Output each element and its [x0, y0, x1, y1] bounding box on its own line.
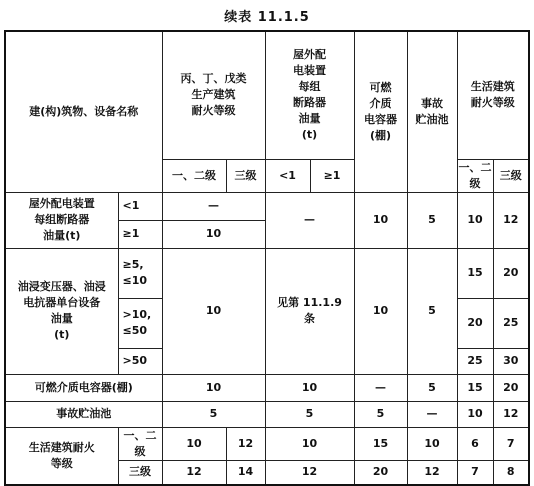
cell-outdoor-lt1-bd: — [162, 192, 265, 220]
header-name-col: 建(构)筑物、设备名称 [5, 31, 162, 192]
cell-oilpool-bd: 5 [162, 401, 265, 427]
cell-living-a-l12: 6 [457, 427, 493, 460]
cell-living-b-oilpool: 12 [407, 460, 457, 485]
cell-capacitor-outdoor: 10 [265, 374, 354, 401]
cell-living-b-bd3: 14 [226, 460, 265, 485]
cell-transformer-bd: 10 [162, 248, 265, 374]
cell-living-b-flammable: 20 [354, 460, 407, 485]
cell-transformer-r2-l12: 20 [457, 298, 493, 348]
cell-living-a-bd12: 10 [162, 427, 226, 460]
cell-oilpool-l3: 12 [493, 401, 529, 427]
row-outdoor-lt1-label: <1 [118, 192, 162, 220]
cell-transformer-r3-l12: 25 [457, 348, 493, 374]
cell-capacitor-flammable: — [354, 374, 407, 401]
cell-outdoor-outdoor: — [265, 192, 354, 248]
header-outdoor-breaker: 屋外配 电装置 每组 断路器 油量 (t) [265, 31, 354, 159]
cell-living-b-l3: 8 [493, 460, 529, 485]
cell-oilpool-l12: 10 [457, 401, 493, 427]
cell-transformer-outdoor: 见第 11.1.9 条 [265, 248, 354, 374]
table-caption: 续表 11.1.5 [224, 10, 310, 25]
row-transformer-r1-label: ≥5, ≤10 [118, 248, 162, 298]
cell-living-a-bd3: 12 [226, 427, 265, 460]
cell-living-a-oilpool: 10 [407, 427, 457, 460]
cell-living-a-l3: 7 [493, 427, 529, 460]
cell-transformer-oilpool: 5 [407, 248, 457, 374]
cell-living-b-l12: 7 [457, 460, 493, 485]
row-transformer-r2-label: >10, ≤50 [118, 298, 162, 348]
cell-oilpool-outdoor: 5 [265, 401, 354, 427]
header-sub-living-3: 三级 [493, 159, 529, 192]
cell-outdoor-flammable: 10 [354, 192, 407, 248]
cell-capacitor-l3: 20 [493, 374, 529, 401]
header-flammable-capacitor: 可燃 介质 电容器 (棚) [354, 31, 407, 192]
row-capacitor-name: 可燃介质电容器(棚) [5, 374, 162, 401]
header-living-building: 生活建筑 耐火等级 [457, 31, 529, 159]
header-sub-living-12: 一、二级 [457, 159, 493, 192]
cell-oilpool-oilpool: — [407, 401, 457, 427]
cell-capacitor-bd: 10 [162, 374, 265, 401]
cell-capacitor-l12: 15 [457, 374, 493, 401]
cell-living-b-outdoor: 12 [265, 460, 354, 485]
cell-oilpool-flammable: 5 [354, 401, 407, 427]
row-oilpool-name: 事故贮油池 [5, 401, 162, 427]
row-living-b-label: 三级 [118, 460, 162, 485]
cell-living-b-bd12: 12 [162, 460, 226, 485]
cell-transformer-r1-l12: 15 [457, 248, 493, 298]
row-outdoor-name: 屋外配电装置 每组断路器 油量(t) [5, 192, 118, 248]
row-transformer-name: 油浸变压器、油浸 电抗器单台设备 油量 (t) [5, 248, 118, 374]
cell-outdoor-living12: 10 [457, 192, 493, 248]
cell-capacitor-oilpool: 5 [407, 374, 457, 401]
cell-outdoor-living3: 12 [493, 192, 529, 248]
cell-transformer-flammable: 10 [354, 248, 407, 374]
cell-living-a-outdoor: 10 [265, 427, 354, 460]
cell-living-a-flammable: 15 [354, 427, 407, 460]
header-sub-12: 一、二级 [162, 159, 226, 192]
row-living-a-label: 一、二级 [118, 427, 162, 460]
cell-transformer-r1-l3: 20 [493, 248, 529, 298]
header-oil-pool: 事故 贮油池 [407, 31, 457, 192]
header-sub-3: 三级 [226, 159, 265, 192]
row-transformer-r3-label: >50 [118, 348, 162, 374]
cell-transformer-r3-l3: 30 [493, 348, 529, 374]
cell-outdoor-ge1-bd: 10 [162, 220, 265, 248]
row-outdoor-ge1-label: ≥1 [118, 220, 162, 248]
header-sub-lt1: <1 [265, 159, 310, 192]
row-living-name: 生活建筑耐火 等级 [5, 427, 118, 485]
header-sub-ge1: ≥1 [310, 159, 354, 192]
cell-outdoor-oilpool: 5 [407, 192, 457, 248]
cell-transformer-r2-l3: 25 [493, 298, 529, 348]
spacing-table [4, 30, 530, 486]
header-bingdingwu: 丙、丁、戊类 生产建筑 耐火等级 [162, 31, 265, 159]
